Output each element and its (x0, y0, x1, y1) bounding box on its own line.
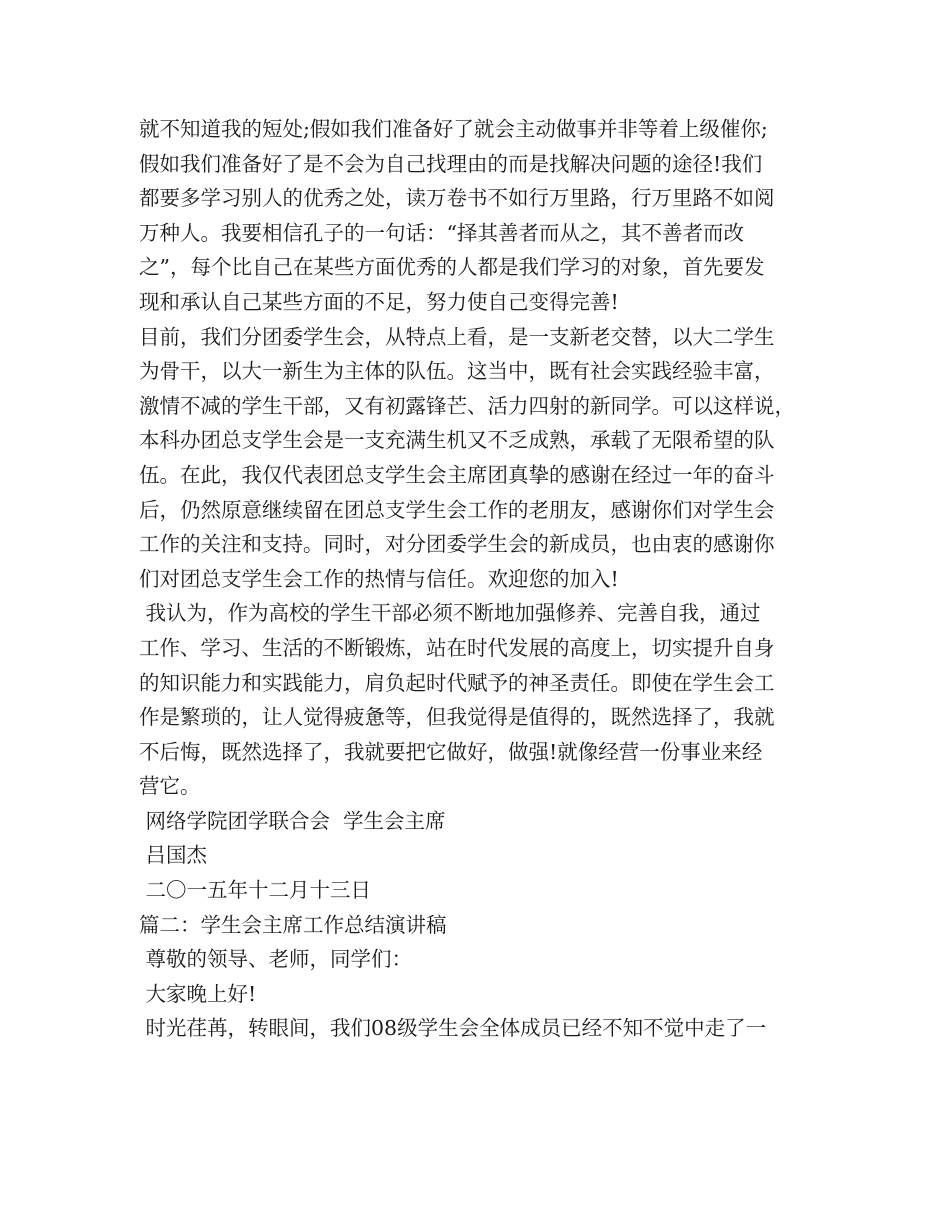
text-line: 们对团总支学生会工作的热情与信任。欢迎您的加入! (139, 566, 619, 591)
text-line: 假如我们准备好了是不会为自己找理由的而是找解决问题的途径!我们 (139, 151, 763, 176)
text-line: 本科办团总支学生会是一支充满生机又不乏成熟，承载了无限希望的队 (139, 428, 775, 453)
text-line: 为骨干，以大一新生为主体的队伍。这当中，既有社会实践经验丰富， (139, 359, 775, 384)
text-line: 不后悔，既然选择了，我就要把它做好，做强!就像经营一份事业来经 (139, 739, 763, 764)
text-line: 工作、学习、生活的不断锻炼，站在时代发展的高度上，切实提升自身 (139, 635, 775, 660)
signature-date: 二〇一五年十二月十三日 (139, 878, 372, 903)
text-line: 激情不减的学生干部，又有初露锋芒、活力四射的新同学。可以这样说， (139, 393, 795, 418)
document-body (139, 112, 819, 1046)
section-heading: 篇二：学生会主席工作总结演讲稿 (139, 912, 447, 937)
text-line: 之”，每个比自己在某些方面优秀的人都是我们学习的对象，首先要发 (139, 255, 765, 280)
text-line: 目前，我们分团委学生会，从特点上看，是一支新老交替，以大二学生 (139, 324, 775, 349)
greeting: 大家晚上好! (139, 981, 257, 1006)
text-line: 万种人。我要相信孔子的一句话：“择其善者而从之，其不善者而改 (139, 220, 744, 245)
text-line: 都要多学习别人的优秀之处，读万卷书不如行万里路，行万里路不如阅 (139, 186, 775, 211)
text-line: 我认为，作为高校的学生干部必须不断地加强修养、完善自我，通过 (139, 601, 761, 626)
text-line: 现和承认自己某些方面的不足，努力使自己变得完善! (139, 289, 619, 314)
text-line: 伍。在此，我仅代表团总支学生会主席团真挚的感谢在经过一年的奋斗 (139, 462, 775, 487)
text-line: 营它。 (139, 774, 201, 799)
text-line: 工作的关注和支持。同时，对分团委学生会的新成员，也由衷的感谢你 (139, 532, 775, 557)
salutation: 尊敬的领导、老师，同学们： (139, 947, 413, 972)
signature-name: 吕国杰 (139, 843, 208, 868)
text-line: 的知识能力和实践能力，肩负起时代赋予的神圣责任。即使在学生会工 (139, 670, 775, 695)
text-line: 就不知道我的短处;假如我们准备好了就会主动做事并非等着上级催你; (139, 117, 768, 141)
text-line: 时光荏苒，转眼间，我们08级学生会全体成员已经不知不觉中走了一 (139, 1016, 767, 1041)
signature-organization: 网络学院团学联合会 学生会主席 (139, 808, 446, 833)
text-line: 后，仍然原意继续留在团总支学生会工作的老朋友，感谢你们对学生会 (139, 497, 775, 522)
text-line: 作是繁琐的，让人觉得疲惫等，但我觉得是值得的，既然选择了，我就 (139, 705, 775, 730)
